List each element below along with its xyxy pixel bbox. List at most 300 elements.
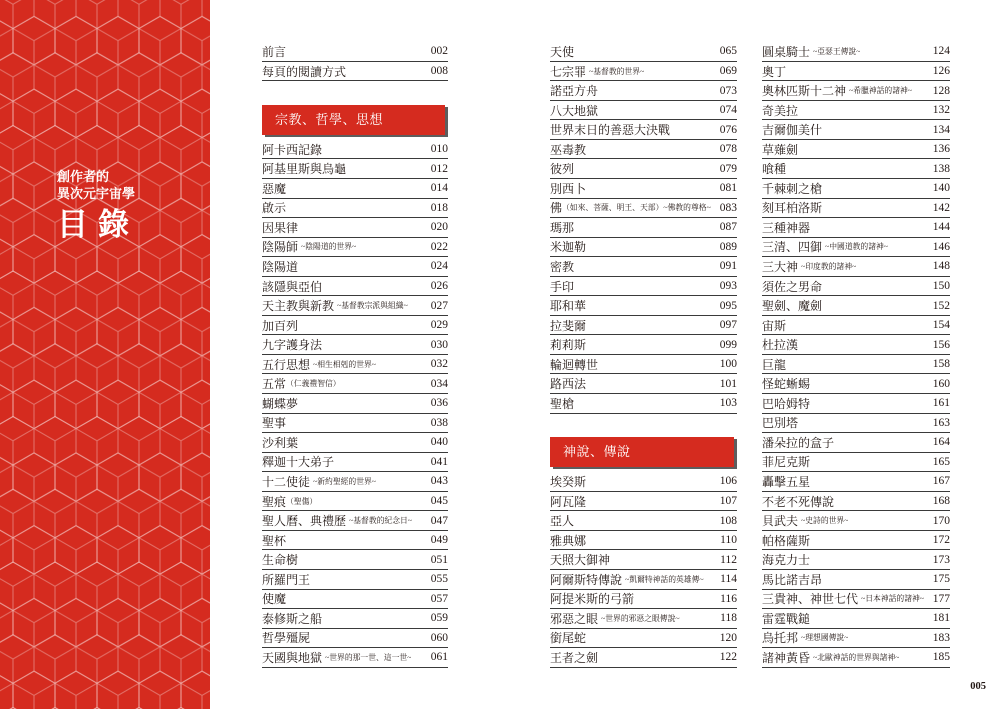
toc-entry (762, 101, 950, 121)
entry-title: 阿基里斯與烏龜 (262, 162, 347, 177)
entry-title: 菲尼克斯 (762, 455, 811, 470)
toc-entry (262, 335, 448, 355)
entry-page-number: 181 (932, 612, 950, 625)
entry-title: 吉爾伽美什 (762, 123, 823, 138)
entry-title: 轟擊五星 (762, 474, 811, 489)
toc-entry (762, 238, 950, 258)
entry-page-number: 043 (430, 475, 448, 488)
entry-page-number: 173 (932, 553, 950, 566)
entry-page-number: 106 (719, 475, 737, 488)
entry-title: 烏托邦 (762, 631, 799, 646)
entry-title: 宙斯 (762, 318, 787, 333)
toc-entry (550, 394, 737, 414)
page-number: 005 (970, 681, 986, 692)
entry-title: 泰修斯之船 (262, 611, 323, 626)
entry-page-number: 142 (932, 201, 950, 214)
entry-page-number: 124 (932, 45, 950, 58)
entry-page-number: 170 (932, 514, 950, 527)
entry-page-number: 069 (719, 65, 737, 77)
entry-page-number: 026 (430, 280, 448, 293)
entry-title: 莉莉斯 (550, 338, 587, 353)
page-title: 目錄 (57, 207, 139, 242)
entry-title: 阿提米斯的弓箭 (550, 592, 635, 607)
toc-entry (762, 277, 950, 297)
entry-title: 草薙劍 (762, 142, 799, 157)
entry-page-number: 083 (719, 201, 737, 214)
entry-title: 路西法 (550, 377, 587, 392)
entry-title: 蝴蝶夢 (262, 396, 299, 411)
entry-page-number: 108 (719, 514, 737, 527)
entry-title: 陰陽道 (262, 259, 299, 274)
entry-page-number: 057 (430, 592, 448, 605)
toc-entry (550, 472, 737, 492)
entry-title: 怪蛇蜥蜴 (762, 377, 811, 392)
entry-page-number: 093 (719, 280, 737, 293)
entry-title: 三大神 (762, 259, 799, 274)
entry-title: 啟示 (262, 201, 287, 216)
entry-title: 耶和華 (550, 299, 587, 314)
toc-entry (762, 179, 950, 199)
entry-page-number: 010 (430, 143, 448, 156)
toc-entry (762, 159, 950, 179)
entry-title: 海克力士 (762, 553, 811, 568)
entry-page-number: 103 (719, 397, 737, 410)
entry-title: 聖劍、魔劍 (762, 299, 823, 314)
entry-page-number: 029 (430, 319, 448, 332)
toc-entry (550, 81, 737, 101)
entry-subtitle: ~日本神話的諸神~ (861, 594, 925, 604)
entry-page-number: 167 (932, 475, 950, 488)
entry-title: 巨龍 (762, 357, 787, 372)
entry-title: 米迦勒 (550, 240, 587, 255)
entry-title: 馬比諾吉昂 (762, 572, 823, 587)
toc-entry (550, 374, 737, 394)
entry-subtitle: （如來、菩薩、明王、天部）~佛教的尊格~ (562, 203, 711, 213)
entry-title: 刻耳柏洛斯 (762, 201, 823, 216)
section-block (262, 81, 448, 140)
toc-entry (762, 335, 950, 355)
toc-entry (762, 355, 950, 375)
entry-page-number: 081 (719, 182, 737, 195)
entry-page-number: 114 (720, 573, 737, 586)
toc-entry (550, 648, 737, 668)
toc-entry (762, 374, 950, 394)
entry-title: 聖痕 (262, 494, 287, 509)
toc-entry (550, 42, 737, 62)
toc-entry (262, 492, 448, 512)
toc-entry (262, 609, 448, 629)
entry-page-number: 002 (430, 45, 448, 58)
entry-title: 因果律 (262, 220, 299, 235)
entry-title: 釋迦十大弟子 (262, 455, 335, 470)
toc-entry (762, 590, 950, 610)
entry-title: 帕格薩斯 (762, 533, 811, 548)
entry-title: 須佐之男命 (762, 279, 823, 294)
entry-page-number: 172 (932, 534, 950, 547)
toc-entry (262, 199, 448, 219)
toc-entry (262, 355, 448, 375)
entry-title: 諸神黃昏 (762, 650, 811, 665)
entry-subtitle: ~基督教的世界~ (589, 66, 645, 76)
entry-title: 聖杯 (262, 533, 287, 548)
toc-entry (262, 42, 448, 62)
toc-entry (550, 531, 737, 551)
toc-entry (262, 218, 448, 238)
toc-entry (550, 257, 737, 277)
entry-page-number: 156 (932, 338, 950, 351)
entry-page-number: 132 (932, 104, 950, 117)
toc-entry (262, 140, 448, 160)
entry-title: 八大地獄 (550, 103, 599, 118)
entry-page-number: 018 (430, 201, 448, 214)
entry-page-number: 136 (932, 143, 950, 156)
entry-title: 惡魔 (262, 181, 287, 196)
entry-page-number: 110 (720, 534, 737, 547)
toc-entry (262, 531, 448, 551)
entry-page-number: 078 (719, 143, 737, 156)
entry-title: 聖事 (262, 416, 287, 431)
toc-entry (762, 511, 950, 531)
toc-entry (550, 511, 737, 531)
toc-entry (550, 120, 737, 140)
entry-page-number: 138 (932, 162, 950, 175)
entry-subtitle: ~北歐神話的世界與諸神~ (813, 652, 900, 662)
entry-title: 奇美拉 (762, 103, 799, 118)
toc-entry (762, 531, 950, 551)
entry-page-number: 150 (932, 280, 950, 293)
entry-title: 千棘刺之槍 (762, 181, 823, 196)
entry-page-number: 144 (932, 221, 950, 234)
entry-page-number: 038 (430, 416, 448, 429)
toc-column-2 (550, 42, 737, 668)
entry-title: 別西卜 (550, 181, 587, 196)
entry-title: 貝武夫 (762, 514, 799, 529)
toc-entry (762, 62, 950, 82)
entry-title: 雅典娜 (550, 533, 587, 548)
entry-page-number: 116 (720, 592, 737, 605)
entry-title: 密教 (550, 259, 575, 274)
toc-entry (762, 257, 950, 277)
entry-title: 十二使徒 (262, 474, 311, 489)
section-header: 神說、傳說 (550, 437, 734, 467)
entry-title: 阿卡西記錄 (262, 142, 323, 157)
section-block (550, 414, 737, 473)
entry-subtitle: ~世界的邪惡之眼傳說~ (601, 613, 680, 623)
entry-page-number: 095 (719, 299, 737, 312)
toc-column-3 (762, 42, 950, 668)
toc-entry (550, 238, 737, 258)
toc-entry (550, 492, 737, 512)
entry-title: 五行思想 (262, 357, 311, 372)
toc-entry (550, 159, 737, 179)
entry-title: 加百列 (262, 318, 299, 333)
entry-page-number: 112 (720, 553, 737, 566)
entry-title: 埃癸斯 (550, 474, 587, 489)
entry-page-number: 041 (430, 455, 448, 468)
entry-title: 潘朵拉的盒子 (762, 435, 835, 450)
toc-entry (262, 472, 448, 492)
entry-title: 天主教與新教 (262, 299, 335, 314)
entry-page-number: 032 (430, 358, 448, 371)
entry-subtitle: ~相生相剋的世界~ (313, 359, 377, 369)
entry-page-number: 128 (932, 84, 950, 97)
entry-page-number: 175 (932, 573, 950, 586)
entry-title: 彼列 (550, 162, 575, 177)
entry-title: 聖槍 (550, 396, 575, 411)
toc-entry (550, 570, 737, 590)
entry-subtitle: ~希臘神話的諸神~ (849, 86, 913, 96)
toc-entry (262, 159, 448, 179)
toc-entry (550, 62, 737, 82)
entry-title: 雷霆戰鎚 (762, 611, 811, 626)
toc-entry (762, 433, 950, 453)
entry-subtitle: ~凱爾特神話的英雄傳~ (625, 574, 704, 584)
entry-title: 每頁的閱讀方式 (262, 64, 347, 79)
entry-title: 巴別塔 (762, 416, 799, 431)
toc-entry (762, 550, 950, 570)
toc-entry (762, 472, 950, 492)
toc-entry (262, 374, 448, 394)
entry-title: 九字護身法 (262, 338, 323, 353)
toc-entry (550, 316, 737, 336)
toc-entry (262, 394, 448, 414)
entry-page-number: 146 (932, 240, 950, 253)
entry-page-number: 107 (719, 495, 737, 508)
entry-subtitle: ~中國道教的諸神~ (825, 242, 889, 252)
entry-title: 天國與地獄 (262, 650, 323, 665)
entry-page-number: 030 (430, 338, 448, 351)
entry-title: 奧林匹斯十二神 (762, 84, 847, 99)
toc-entry (550, 609, 737, 629)
entry-title: 三清、四御 (762, 240, 823, 255)
entry-title: 使魔 (262, 592, 287, 607)
toc-entry (262, 570, 448, 590)
entry-subtitle: ~新約聖經的世界~ (313, 476, 377, 486)
entry-title: 天照大御神 (550, 553, 611, 568)
entry-title: 巴哈姆特 (762, 396, 811, 411)
entry-title: 不老不死傳說 (762, 494, 835, 509)
entry-page-number: 099 (719, 338, 737, 351)
entry-title: 輪迴轉世 (550, 357, 599, 372)
toc-entry (762, 218, 950, 238)
entry-page-number: 012 (430, 162, 448, 175)
entry-title: 所羅門王 (262, 572, 311, 587)
toc-entry (762, 42, 950, 62)
entry-subtitle: ~基督教的紀念日~ (349, 516, 413, 526)
toc-entry (762, 609, 950, 629)
entry-page-number: 073 (719, 84, 737, 97)
entry-page-number: 024 (430, 260, 448, 273)
toc-entry (762, 199, 950, 219)
entry-page-number: 154 (932, 319, 950, 332)
toc-entry (262, 277, 448, 297)
entry-page-number: 164 (932, 436, 950, 449)
toc-entry (550, 101, 737, 121)
entry-title: 阿爾斯特傳說 (550, 572, 623, 587)
toc-entry (262, 648, 448, 668)
entry-page-number: 165 (932, 455, 950, 468)
entry-title: 天使 (550, 44, 575, 59)
entry-page-number: 060 (430, 631, 448, 644)
series-title-line-2: 異次元宇宙學 (57, 186, 136, 201)
toc-entry (262, 414, 448, 434)
toc-entry (762, 120, 950, 140)
entry-page-number: 091 (719, 260, 737, 273)
entry-page-number: 022 (430, 240, 448, 253)
toc-entry (550, 550, 737, 570)
toc-entry (550, 277, 737, 297)
toc-entry (262, 511, 448, 531)
entry-subtitle: ~亞瑟王傳說~ (813, 46, 861, 56)
entry-title: 圓桌騎士 (762, 44, 811, 59)
entry-page-number: 047 (430, 514, 448, 527)
entry-page-number: 049 (430, 534, 448, 547)
entry-subtitle: （聖傷） (286, 496, 318, 506)
entry-page-number: 161 (932, 397, 950, 410)
entry-subtitle: ~基督教宗派與組織~ (337, 301, 408, 311)
entry-title: 三貴神、神世七代 (762, 592, 859, 607)
toc-entry (762, 81, 950, 101)
entry-page-number: 020 (430, 221, 448, 234)
entry-title: 陰陽師 (262, 240, 299, 255)
toc-entry (262, 433, 448, 453)
entry-subtitle: ~印度教的諸神~ (801, 261, 857, 271)
entry-page-number: 118 (720, 612, 737, 625)
entry-title: 手印 (550, 279, 575, 294)
toc-entry (762, 394, 950, 414)
entry-subtitle: ~陰陽道的世界~ (301, 242, 357, 252)
entry-page-number: 134 (932, 123, 950, 136)
toc-column-1 (262, 42, 448, 668)
entry-page-number: 183 (932, 631, 950, 644)
entry-page-number: 177 (932, 592, 950, 605)
entry-title: 阿瓦隆 (550, 494, 587, 509)
entry-page-number: 160 (932, 377, 950, 390)
toc-entry (262, 550, 448, 570)
series-title-line-1: 創作者的 (57, 169, 110, 184)
entry-page-number: 158 (932, 358, 950, 371)
toc-entry (262, 62, 448, 82)
entry-subtitle: ~史詩的世界~ (801, 516, 849, 526)
side-panel (0, 0, 210, 709)
toc-entry (550, 355, 737, 375)
toc-entry (762, 570, 950, 590)
entry-title: 三種神器 (762, 220, 811, 235)
entry-page-number: 120 (719, 631, 737, 644)
toc-entry (550, 296, 737, 316)
section-header: 宗教、哲學、思想 (262, 105, 445, 135)
entry-title: 諾亞方舟 (550, 84, 599, 99)
entry-page-number: 087 (719, 221, 737, 234)
entry-subtitle: ~理想國傳說~ (801, 633, 849, 643)
toc-entry (550, 590, 737, 610)
toc-entry (262, 453, 448, 473)
entry-page-number: 126 (932, 65, 950, 77)
entry-page-number: 148 (932, 260, 950, 273)
entry-page-number: 055 (430, 573, 448, 586)
entry-page-number: 074 (719, 104, 737, 117)
entry-title: 瑪那 (550, 220, 575, 235)
entry-title: 哲學殭屍 (262, 631, 311, 646)
toc-entry (262, 257, 448, 277)
entry-page-number: 089 (719, 240, 737, 253)
entry-title: 該隱與亞伯 (262, 279, 323, 294)
entry-page-number: 122 (719, 651, 737, 664)
toc-entry (550, 199, 737, 219)
entry-title: 邪惡之眼 (550, 611, 599, 626)
entry-page-number: 140 (932, 182, 950, 195)
toc-entry (762, 492, 950, 512)
entry-page-number: 051 (430, 553, 448, 566)
toc-entry (550, 179, 737, 199)
toc-entry (550, 335, 737, 355)
entry-page-number: 185 (932, 651, 950, 664)
entry-subtitle: （仁義禮智信） (286, 379, 341, 389)
toc-entry (262, 629, 448, 649)
entry-title: 喰種 (762, 162, 787, 177)
entry-subtitle: ~世界的那一世、這一世~ (325, 652, 412, 662)
entry-title: 奧丁 (762, 64, 787, 79)
entry-page-number: 079 (719, 162, 737, 175)
toc-entry (762, 316, 950, 336)
toc-entry (762, 648, 950, 668)
entry-title: 五常 (262, 377, 287, 392)
entry-page-number: 027 (430, 299, 448, 312)
entry-title: 杜拉漢 (762, 338, 799, 353)
entry-title: 佛 (550, 201, 563, 216)
entry-title: 世界末日的善惡大決戰 (550, 123, 671, 138)
entry-title: 王者之劍 (550, 650, 599, 665)
entry-title: 生命樹 (262, 553, 299, 568)
entry-page-number: 163 (932, 416, 950, 429)
entry-page-number: 036 (430, 397, 448, 410)
toc-entry (550, 218, 737, 238)
toc-entry (262, 238, 448, 258)
entry-page-number: 008 (430, 65, 448, 77)
toc-entry (762, 414, 950, 434)
entry-page-number: 100 (719, 358, 737, 371)
entry-title: 前言 (262, 44, 287, 59)
entry-page-number: 014 (430, 182, 448, 195)
toc-entry (550, 629, 737, 649)
entry-page-number: 061 (430, 651, 448, 664)
entry-page-number: 097 (719, 319, 737, 332)
toc-entry (762, 629, 950, 649)
entry-page-number: 045 (430, 495, 448, 508)
entry-page-number: 034 (430, 377, 448, 390)
cube-pattern (0, 0, 210, 709)
toc-entry (262, 316, 448, 336)
entry-page-number: 040 (430, 436, 448, 449)
entry-title: 亞人 (550, 514, 575, 529)
toc-entry (262, 179, 448, 199)
toc-entry (262, 590, 448, 610)
entry-title: 沙利葉 (262, 435, 299, 450)
entry-title: 銜尾蛇 (550, 631, 587, 646)
entry-title: 拉斐爾 (550, 318, 587, 333)
entry-page-number: 076 (719, 123, 737, 136)
toc-entry (550, 140, 737, 160)
entry-page-number: 168 (932, 495, 950, 508)
entry-page-number: 065 (719, 45, 737, 58)
toc-entry (762, 140, 950, 160)
entry-title: 聖人曆、典禮歷 (262, 514, 347, 529)
entry-page-number: 152 (932, 299, 950, 312)
entry-title: 巫毒教 (550, 142, 587, 157)
entry-title: 七宗罪 (550, 64, 587, 79)
toc-entry (762, 296, 950, 316)
entry-page-number: 059 (430, 612, 448, 625)
